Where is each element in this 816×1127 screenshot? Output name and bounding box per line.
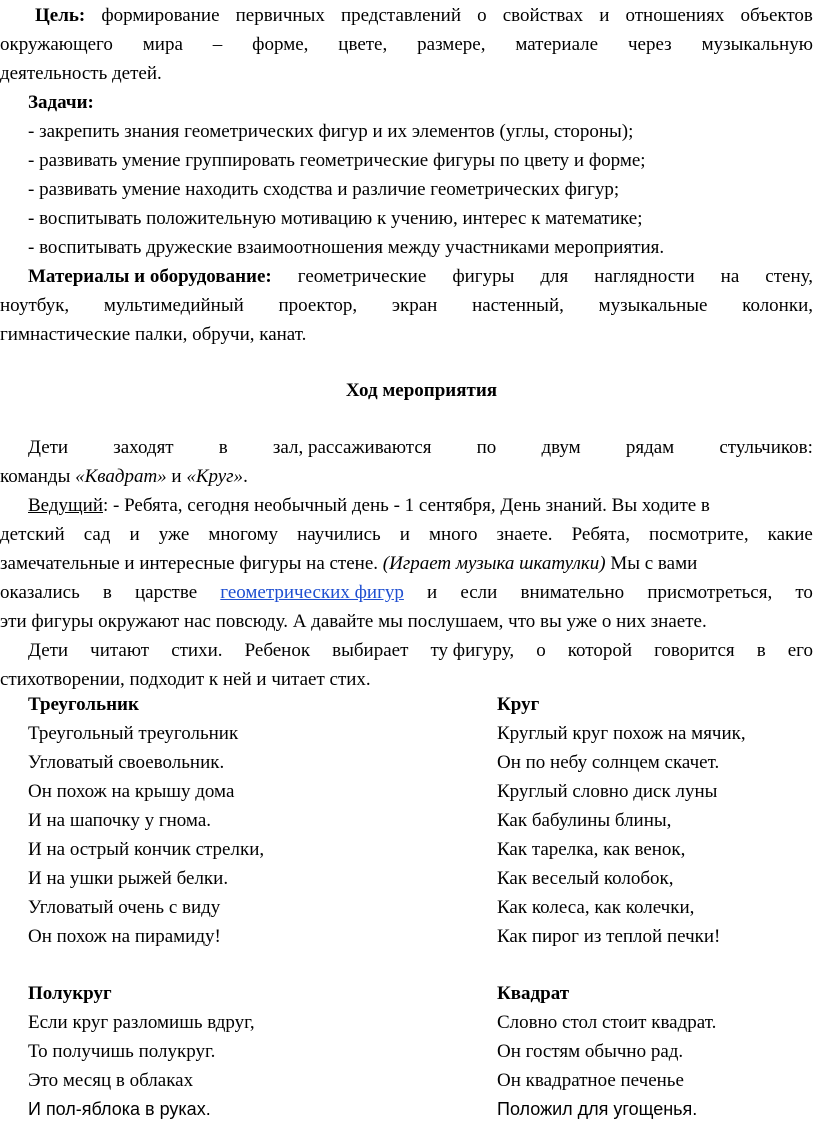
goal-word: представлений [340, 5, 462, 26]
task-item: - воспитывать положительную мотивацию к учению, интерес к математике; [28, 208, 643, 229]
children-word: ту фигуру, [430, 640, 515, 661]
intro-line-1 [28, 433, 813, 462]
intro-word: двум [541, 437, 581, 458]
poem-line-circle: Как пирог из теплой печки! [497, 926, 721, 947]
poem-line-circle: Как веселый колобок, [497, 868, 674, 889]
intro-word: стульчиков: [719, 437, 813, 458]
poem-line-triangle: И на острый кончик стрелки, [28, 839, 265, 860]
materials-word: ноутбук, [0, 295, 70, 316]
goal-word: – [212, 34, 223, 55]
children-word: в [756, 640, 766, 661]
poem-line-semicircle: Это месяц в облаках [28, 1070, 194, 1091]
goal-word: объектов [740, 5, 813, 26]
goal-line-2 [0, 30, 813, 59]
materials-word: музыкальные [598, 295, 708, 316]
materials-word: наглядности [594, 266, 695, 287]
children-word: о [536, 640, 546, 661]
poem-title-circle: Круг [497, 694, 540, 715]
goal-word: через [628, 34, 672, 55]
materials-word: для [540, 266, 569, 287]
poem-line-triangle: Он похож на пирамиду! [28, 926, 221, 947]
poem-line-circle: Как тарелка, как венок, [497, 839, 686, 860]
goal-word: и [599, 5, 610, 26]
materials-word: геометрические [297, 266, 427, 287]
goal-word: форме, [252, 34, 309, 55]
host-word: и [399, 524, 410, 545]
goal-word: цвете, [338, 34, 388, 55]
poem-line-circle: Круглый круг похож на мячик, [497, 723, 746, 744]
host-word: и [129, 524, 140, 545]
host-text: замечательные и интересные фигуры на стене. [0, 553, 383, 574]
intro-word: зал, рассаживаются [272, 437, 432, 458]
goal-word: музыкальную [701, 34, 813, 55]
intro-word: Дети [28, 437, 69, 458]
materials-word: настенный, [472, 295, 564, 316]
children-line-2: стихотворении, подходит к ней и читает стих. [0, 669, 371, 690]
poem-line-triangle: Он похож на крышу дома [28, 781, 235, 802]
goal-word: отношениях [625, 5, 725, 26]
materials-line-1 [28, 262, 813, 291]
poem-line-square: Словно стол стоит квадрат. [497, 1012, 717, 1033]
children-line-1 [28, 636, 813, 665]
goal-word: формирование [101, 5, 220, 26]
materials-word: проектор, [278, 295, 358, 316]
materials-word: экран [391, 295, 438, 316]
host-line-3 [0, 549, 813, 578]
host-word: если [460, 582, 498, 603]
host-line-2 [0, 520, 813, 549]
host-line-5: эти фигуры окружают нас повсюду. А давайте мы послушаем, что вы уже о них знаете. [0, 611, 707, 632]
host-text: : - Ребята, сегодня необычный день - 1 сентября, День знаний. Вы ходите в [103, 495, 710, 516]
goal-word: размере, [417, 34, 486, 55]
host-text: Мы с вами [605, 553, 698, 574]
host-word: внимательно [520, 582, 625, 603]
poem-line-circle: Он по небу солнцем скачет. [497, 752, 720, 773]
goal-line-3: деятельность детей. [0, 63, 162, 84]
task-item: - развивать умение находить сходства и различие геометрических фигур; [28, 179, 620, 200]
poem-title-semicircle: Полукруг [28, 983, 112, 1004]
poem-line-semicircle: Если круг разломишь вдруг, [28, 1012, 255, 1033]
goal-label: Цель: [35, 5, 86, 26]
task-item: - закрепить знания геометрических фигур и их элементов (углы, стороны); [28, 121, 634, 142]
poem-line-triangle: Угловатый очень с виду [28, 897, 221, 918]
intro-word: в [218, 437, 228, 458]
poem-line-square: Положил для угощенья. [497, 1099, 698, 1119]
poem-line-square: Он гостям обычно рад. [497, 1041, 684, 1062]
task-item: - воспитывать дружеские взаимоотношения между участниками мероприятия. [28, 237, 665, 258]
goal-word: первичных [235, 5, 325, 26]
children-word: Ребенок [244, 640, 311, 661]
materials-word: на [720, 266, 740, 287]
children-word: Дети [28, 640, 69, 661]
materials-word: фигуры [452, 266, 515, 287]
children-word: которой [567, 640, 633, 661]
poem-line-triangle: Угловатый своевольник. [28, 752, 225, 773]
host-line-1 [28, 491, 816, 520]
host-word: много [428, 524, 478, 545]
poem-line-semicircle: То получишь полукруг. [28, 1041, 216, 1062]
goal-word: материале [515, 34, 599, 55]
poem-line-circle: Как колеса, как колечки, [497, 897, 695, 918]
poem-line-circle: Круглый словно диск луны [497, 781, 718, 802]
host-word: посмотрите, [649, 524, 749, 545]
host-word: уже [158, 524, 190, 545]
host-word: сад [83, 524, 111, 545]
host-word: многому [208, 524, 279, 545]
host-label: Ведущий [28, 495, 103, 516]
poem-title-triangle: Треугольник [28, 694, 139, 715]
host-word: царстве [135, 582, 198, 603]
intro-text: . [243, 466, 248, 487]
intro-word: по [476, 437, 497, 458]
materials-line-2 [0, 291, 813, 320]
materials-label: Материалы и оборудование: [28, 266, 272, 287]
host-word: в [102, 582, 112, 603]
intro-line-2 [0, 462, 813, 491]
children-word: стихи. [171, 640, 223, 661]
section-title: Ход мероприятия [345, 380, 498, 401]
host-word: то [795, 582, 813, 603]
poem-line-semicircle: И пол-яблока в руках. [28, 1099, 211, 1119]
host-word: знаете. [496, 524, 553, 545]
host-word: Ребята, [571, 524, 630, 545]
materials-line-3: гимнастические палки, обручи, канат. [0, 324, 307, 345]
poem-line-triangle: И на ушки рыжей белки. [28, 868, 229, 889]
intro-text: и [166, 466, 187, 487]
team-name: «Квадрат» [75, 466, 167, 487]
intro-word: заходят [113, 437, 174, 458]
materials-word: мультимедийный [103, 295, 244, 316]
goal-word: мира [142, 34, 183, 55]
host-line-4 [0, 578, 813, 607]
goal-line-1 [35, 1, 813, 30]
poem-line-square: Он квадратное печенье [497, 1070, 684, 1091]
children-word: говорится [654, 640, 735, 661]
host-word: и [427, 582, 438, 603]
children-word: читают [90, 640, 150, 661]
goal-word: о [477, 5, 487, 26]
host-word: оказались [0, 582, 80, 603]
poem-line-triangle: И на шапочку у гнома. [28, 810, 212, 831]
team-name: «Круг» [186, 466, 244, 487]
host-word: детский [0, 524, 65, 545]
tasks-label: Задачи: [28, 92, 94, 113]
task-item: - развивать умение группировать геометрические фигуры по цвету и форме; [28, 150, 646, 171]
poem-title-square: Квадрат [497, 983, 570, 1004]
host-word: присмотреться, [647, 582, 773, 603]
children-word: его [787, 640, 813, 661]
children-word: выбирает [332, 640, 409, 661]
stage-direction: (Играет музыка шкатулки) [382, 553, 606, 574]
intro-text: команды [0, 466, 76, 487]
materials-word: колонки, [742, 295, 813, 316]
host-word: какие [767, 524, 813, 545]
poem-line-triangle: Треугольный треугольник [28, 723, 239, 744]
goal-word: окружающего [0, 34, 113, 55]
geometric-figures-link[interactable]: геометрических фигур [220, 582, 404, 603]
goal-word: свойствах [502, 5, 584, 26]
materials-word: стену, [765, 266, 813, 287]
host-word: научились [297, 524, 381, 545]
poem-line-circle: Как бабулины блины, [497, 810, 672, 831]
intro-word: рядам [625, 437, 675, 458]
